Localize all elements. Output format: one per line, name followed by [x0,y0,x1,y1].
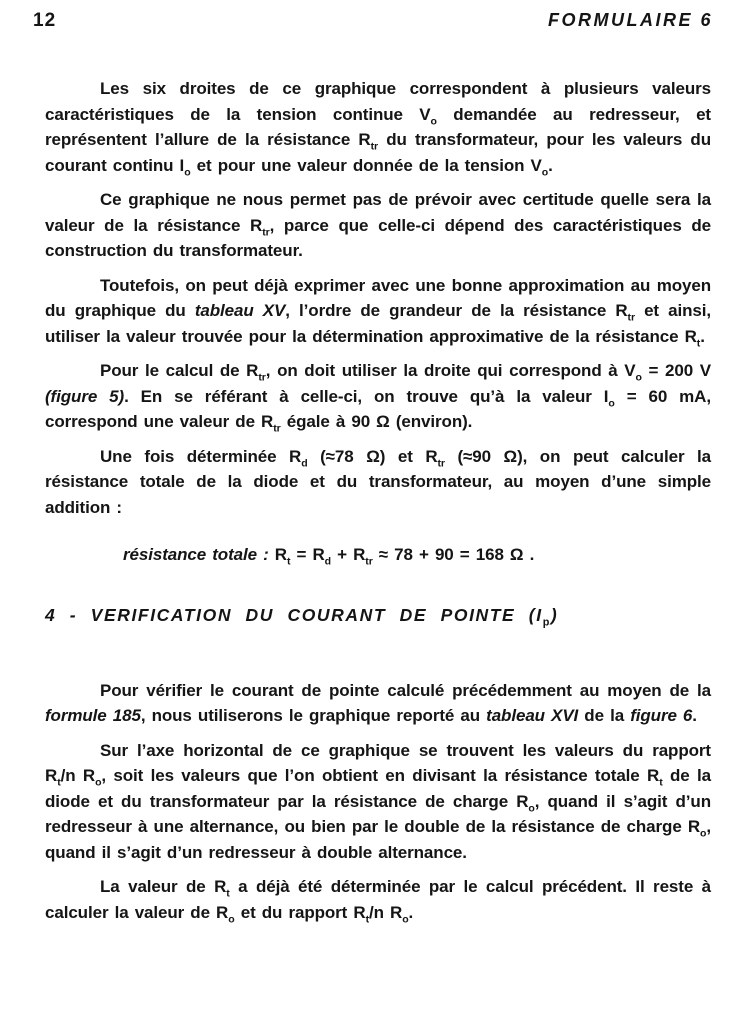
page-number: 12 [33,10,57,31]
running-title: FORMULAIRE 6 [548,10,713,30]
formula-resistance-totale: résistance totale : $R_t = R_d + R_{tr} \approx 78 + 90 = 168$ Ω . [123,545,535,568]
section-heading-courant-de-pointe: 4 - VERIFICATION DU COURANT DE POINTE $(I_p)$ [45,604,559,628]
page-header [33,10,713,32]
paragraph-resistance-droites: Les six droites de ce graphique correspondent à plusieurs valeurs caractéristiques de la tension continue $V_o$ demandée au redresseur, et représentent l’allure de la résistance $R_{tr}$ du transformateur, pour les valeurs du courant continu $I_o$ et pour une valeur donnée de la tension $V_o$. [45,79,711,178]
paragraph-verifier-courant: Pour vérifier le courant de pointe calculé précédemment au moyen de la formule 185, nous utiliserons le graphique reporté au tableau XVI de la figure 6. [45,680,711,725]
paragraph-toutefois-approximation: Toutefois, on peut déjà exprimer avec une bonne approximation au moyen du graphique du tableau XV, l’ordre de grandeur de la résistance $R_{tr}$ et ainsi, utiliser la valeur trouvée pour la détermination approximative de la résistance $R_t$. [45,275,712,349]
paragraph-addition-simple: Une fois déterminée $R_d$ (≈78 Ω) et $R_{tr}$ (≈90 Ω), on peut calculer la résistance totale de la diode et du transformateur, au moyen d’une simple addition : [45,446,711,517]
page-body [45,76,711,925]
paragraph-calcul-rtr: Pour le calcul de $R_{tr}$, on doit utiliser la droite qui correspond à $V_o = 200$ V (figure 5). En se référant à celle-ci, on trouve qu’à la valeur $I_o = 60$ mA, correspond une valeur de $R_{tr}$ égale à 90 Ω (environ). [45,361,711,435]
paragraph-valeur-rt: La valeur de $R_t$ a déjà été déterminée par le calcul précédent. Il reste à calculer la valeur de $R_o$ et du rapport $R_t/n$ $R_o$. [45,877,711,925]
paragraph-graphique-certitude: Ce graphique ne nous permet pas de prévoir avec certitude quelle sera la valeur de la résistance $R_{tr}$, parce que celle-ci dépend des caractéristiques de construction du transformateur. [45,190,712,260]
paragraph-axe-horizontal: Sur l’axe horizontal de ce graphique se trouvent les valeurs du rapport $R_t/n$ $R_o$, soit les valeurs que l’on obtient en divisant la résistance totale $R_t$ de la diode et du transformateur par la résistance de charge $R_o$, quand il s’agit d’un redresseur à une alternance, ou bien par le double de la résistance de charge $R_o$, quand il s’agit d’un redresseur à double alternance. [45,740,711,862]
